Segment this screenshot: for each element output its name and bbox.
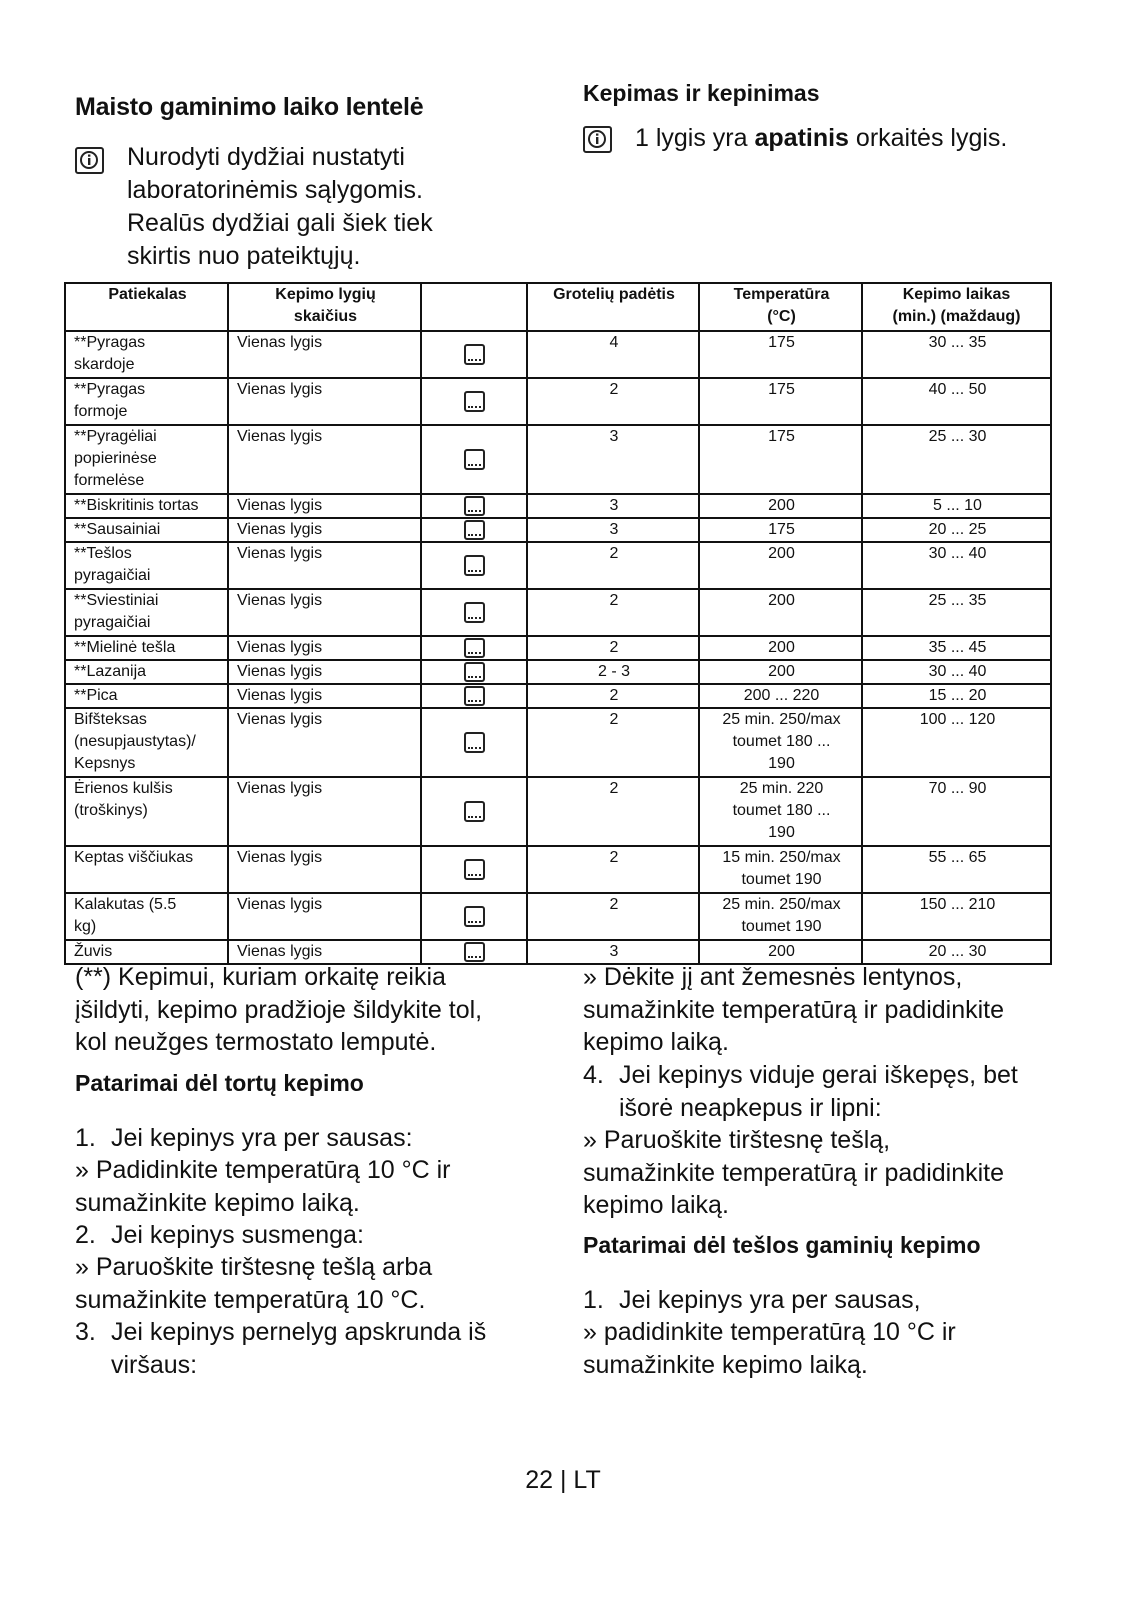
cell-time: 55 ... 65	[862, 846, 1051, 893]
cake-tip-1-action: » Padidinkite temperatūrą 10 °C ir sumažinkite kepimo laiką.	[75, 1156, 451, 1217]
cell-time: 40 ... 50	[862, 378, 1051, 425]
cell-time: 35 ... 45	[862, 636, 1051, 660]
cell-rack: 2	[527, 636, 699, 660]
footnote: (**) Kepimui, kuriam orkaitę reikia įšildyti, kepimo pradžioje šildykite tol, kol neužges termostato lemputė.	[75, 963, 483, 1056]
cell-temp: 200	[699, 542, 862, 589]
cell-heating-mode	[421, 542, 527, 589]
table-row	[65, 494, 1051, 518]
cell-rack: 2	[527, 893, 699, 940]
cell-levels: Vienas lygis	[228, 331, 421, 378]
header-levels: Kepimo lygių skaičius	[228, 283, 421, 331]
table-row	[65, 846, 1051, 893]
cell-dish: **Pyragas formoje	[65, 378, 228, 425]
cell-time: 25 ... 30	[862, 425, 1051, 494]
header-time: Kepimo laikas (min.) (maždaug)	[862, 283, 1051, 331]
cell-heating-mode	[421, 636, 527, 660]
cell-rack: 2	[527, 378, 699, 425]
cell-temp: 175	[699, 331, 862, 378]
cake-tip-4: 4. Jei kepinys viduje gerai iškepęs, bet išorė neapkepus ir lipni:	[583, 1061, 1018, 1122]
table-row	[65, 777, 1051, 846]
note-line: skirtis nuo pateiktųjų.	[127, 242, 361, 270]
header-dish: Patiekalas	[65, 283, 228, 331]
page-number: 22 | LT	[525, 1466, 601, 1494]
cell-time: 150 ... 210	[862, 893, 1051, 940]
header-icon	[421, 283, 527, 331]
oven-bottom-heat-fan-icon	[464, 638, 485, 658]
cell-time: 5 ... 10	[862, 494, 1051, 518]
cell-heating-mode	[421, 425, 527, 494]
oven-bottom-heat-fan-icon	[464, 686, 485, 706]
cell-temp: 175	[699, 378, 862, 425]
cell-levels: Vienas lygis	[228, 494, 421, 518]
cell-levels: Vienas lygis	[228, 378, 421, 425]
cell-heating-mode	[421, 684, 527, 708]
cell-rack: 2	[527, 542, 699, 589]
cell-rack: 2	[527, 684, 699, 708]
oven-bottom-heat-fan-icon	[464, 602, 485, 623]
table-row	[65, 331, 1051, 378]
note-line: laboratorinėmis sąlygomis.	[127, 176, 423, 204]
cell-dish: **Lazanija	[65, 660, 228, 684]
note-line: Nurodyti dydžiai nustatyti	[127, 143, 405, 171]
cell-dish: **Pyragas skardoje	[65, 331, 228, 378]
cell-dish: **Sausainiai	[65, 518, 228, 542]
cell-heating-mode	[421, 494, 527, 518]
table-row	[65, 684, 1051, 708]
oven-bottom-heat-fan-icon	[464, 942, 485, 962]
cell-rack: 4	[527, 331, 699, 378]
cell-levels: Vienas lygis	[228, 542, 421, 589]
cell-dish: Keptas viščiukas	[65, 846, 228, 893]
cell-temp: 175	[699, 425, 862, 494]
cell-rack: 2	[527, 846, 699, 893]
table-row	[65, 893, 1051, 940]
cell-heating-mode	[421, 846, 527, 893]
note-line: 1 lygis yra apatinis orkaitės lygis.	[635, 124, 1008, 152]
oven-bottom-heat-fan-icon	[464, 496, 485, 516]
table-row	[65, 660, 1051, 684]
cell-dish: Kalakutas (5.5 kg)	[65, 893, 228, 940]
cell-levels: Vienas lygis	[228, 660, 421, 684]
section-title-baking: Kepimas ir kepinimas	[583, 80, 820, 106]
cell-temp: 25 min. 250/max toumet 190	[699, 893, 862, 940]
cell-time: 30 ... 40	[862, 660, 1051, 684]
cell-heating-mode	[421, 589, 527, 636]
cell-rack: 3	[527, 518, 699, 542]
cell-rack: 2	[527, 777, 699, 846]
cell-heating-mode	[421, 378, 527, 425]
cell-time: 20 ... 30	[862, 940, 1051, 964]
cake-tip-1: 1. Jei kepinys yra per sausas:	[75, 1124, 413, 1152]
cell-rack: 2	[527, 589, 699, 636]
cell-levels: Vienas lygis	[228, 777, 421, 846]
cell-rack: 2	[527, 708, 699, 777]
pastry-tip-1: 1. Jei kepinys yra per sausas,	[583, 1286, 921, 1314]
cell-levels: Vienas lygis	[228, 708, 421, 777]
cell-temp: 200	[699, 589, 862, 636]
cell-time: 30 ... 40	[862, 542, 1051, 589]
oven-bottom-heat-fan-icon	[464, 520, 485, 540]
cell-levels: Vienas lygis	[228, 518, 421, 542]
table-row	[65, 518, 1051, 542]
cake-tip-2-action: » Paruoškite tirštesnę tešlą arba sumažinkite temperatūrą 10 °C.	[75, 1253, 433, 1314]
cake-tip-3: 3. Jei kepinys pernelyg apskrunda iš viršaus:	[75, 1318, 487, 1379]
cell-dish: Žuvis	[65, 940, 228, 964]
cell-levels: Vienas lygis	[228, 425, 421, 494]
cell-temp: 25 min. 250/max toumet 180 ... 190	[699, 708, 862, 777]
cell-rack: 3	[527, 425, 699, 494]
cell-rack: 3	[527, 494, 699, 518]
cake-tip-2: 2. Jei kepinys susmenga:	[75, 1221, 364, 1249]
header-temp: Temperatūra (°C)	[699, 283, 862, 331]
cell-time: 25 ... 35	[862, 589, 1051, 636]
cell-dish: **Biskritinis tortas	[65, 494, 228, 518]
cell-temp: 200	[699, 494, 862, 518]
cell-time: 30 ... 35	[862, 331, 1051, 378]
cell-heating-mode	[421, 660, 527, 684]
cell-temp: 200 ... 220	[699, 684, 862, 708]
cell-heating-mode	[421, 777, 527, 846]
cell-temp: 200	[699, 660, 862, 684]
cell-dish: **Pyragėliai popierinėse formelėse	[65, 425, 228, 494]
cell-heating-mode	[421, 331, 527, 378]
oven-bottom-heat-fan-icon	[464, 906, 485, 927]
table-row	[65, 425, 1051, 494]
oven-bottom-heat-fan-icon	[464, 391, 485, 412]
oven-bottom-heat-fan-icon	[464, 732, 485, 753]
oven-bottom-heat-fan-icon	[464, 801, 485, 822]
cell-time: 70 ... 90	[862, 777, 1051, 846]
cell-dish: **Mielinė tešla	[65, 636, 228, 660]
note-line: Realūs dydžiai gali šiek tiek	[127, 209, 433, 237]
table-row	[65, 542, 1051, 589]
oven-bottom-heat-fan-icon	[464, 344, 485, 365]
cell-levels: Vienas lygis	[228, 636, 421, 660]
oven-bottom-heat-fan-icon	[464, 859, 485, 880]
cell-time: 100 ... 120	[862, 708, 1051, 777]
cake-tips-heading: Patarimai dėl tortų kepimo	[75, 1070, 364, 1096]
cell-temp: 15 min. 250/max toumet 190	[699, 846, 862, 893]
header-rack: Grotelių padėtis	[527, 283, 699, 331]
cell-rack: 2 - 3	[527, 660, 699, 684]
table-row	[65, 589, 1051, 636]
oven-bottom-heat-fan-icon	[464, 555, 485, 576]
cell-dish: **Pica	[65, 684, 228, 708]
cell-levels: Vienas lygis	[228, 589, 421, 636]
table-row	[65, 708, 1051, 777]
cell-temp: 175	[699, 518, 862, 542]
cell-dish: **Tešlos pyragaičiai	[65, 542, 228, 589]
cell-heating-mode	[421, 518, 527, 542]
oven-bottom-heat-fan-icon	[464, 449, 485, 470]
cell-levels: Vienas lygis	[228, 684, 421, 708]
page-title: Maisto gaminimo laiko lentelė	[75, 93, 424, 121]
cell-temp: 200	[699, 636, 862, 660]
cell-dish: **Sviestiniai pyragaičiai	[65, 589, 228, 636]
cell-rack: 3	[527, 940, 699, 964]
pastry-tip-1-action: » padidinkite temperatūrą 10 °C ir sumažinkite kepimo laiką.	[583, 1318, 956, 1379]
cell-dish: Ėrienos kulšis (troškinys)	[65, 777, 228, 846]
cooking-time-table	[64, 282, 1052, 965]
cell-time: 20 ... 25	[862, 518, 1051, 542]
info-icon	[75, 147, 104, 174]
cell-levels: Vienas lygis	[228, 893, 421, 940]
cell-temp: 200	[699, 940, 862, 964]
cell-heating-mode	[421, 708, 527, 777]
pastry-tips-heading: Patarimai dėl tešlos gaminių kepimo	[583, 1232, 981, 1258]
cell-temp: 25 min. 220 toumet 180 ... 190	[699, 777, 862, 846]
cell-heating-mode	[421, 893, 527, 940]
cake-tip-4-action: » Paruoškite tirštesnę tešlą, sumažinkite temperatūrą ir padidinkite kepimo laiką.	[583, 1126, 1005, 1219]
cell-levels: Vienas lygis	[228, 940, 421, 964]
cell-dish: Bifšteksas (nesupjaustytas)/ Kepsnys	[65, 708, 228, 777]
table-row	[65, 636, 1051, 660]
info-icon	[583, 126, 612, 153]
oven-bottom-heat-fan-icon	[464, 662, 485, 682]
cell-time: 15 ... 20	[862, 684, 1051, 708]
cake-tip-3-action: » Dėkite jį ant žemesnės lentynos, sumažinkite temperatūrą ir padidinkite kepimo laiką.	[583, 963, 1005, 1056]
table-row	[65, 378, 1051, 425]
cell-levels: Vienas lygis	[228, 846, 421, 893]
